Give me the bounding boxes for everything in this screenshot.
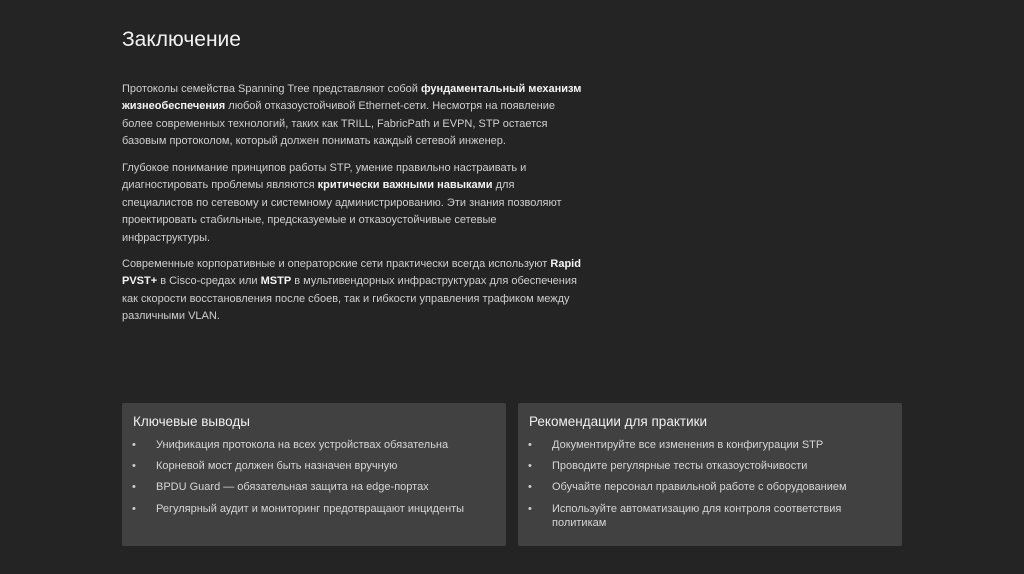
paragraph-text: любой отказоустойчивой Ethernet-сети. Несмотря на появление более современных технологий, таких как TRILL, FabricPath и EVPN, STP остается базовым протоколом, который должен понимать каждый сетевой инженер.	[122, 100, 555, 148]
paragraph-modern-networks	[122, 256, 582, 326]
list-item	[528, 459, 892, 473]
emphasis-text: Rapid PVST+	[122, 258, 581, 288]
page-title: Заключение	[122, 28, 241, 51]
list-item-text: Обучайте персонал правильной работе с оборудованием	[552, 481, 847, 494]
paragraph-stp-fundamentals	[122, 81, 582, 151]
emphasis-text: MSTP	[260, 275, 292, 288]
list-item-text: Корневой мост должен быть назначен вручную	[156, 460, 398, 473]
bullet-icon: •	[132, 502, 136, 515]
bullet-icon: •	[132, 481, 136, 494]
bullet-icon: •	[132, 460, 136, 473]
list-item-text: Документируйте все изменения в конфигурации STP	[552, 439, 824, 451]
list-item	[132, 459, 496, 473]
bullet-icon: •	[528, 502, 532, 515]
list-item	[528, 480, 892, 494]
practice-recommendations-card	[518, 403, 902, 546]
paragraph-text: в мультивендорных инфраструктурах для обеспечения как скорости восстановления после сбоев, так и гибкости управления трафиком между различными VLAN.	[122, 275, 577, 323]
list-item	[528, 502, 892, 530]
paragraph-text: Современные корпоративные и операторские сети практически всегда используют	[122, 258, 551, 270]
practice-recommendations-title: Рекомендации для практики	[529, 414, 708, 429]
bullet-icon: •	[528, 460, 532, 473]
paragraph-text: для специалистов по сетевому и системному администрированию. Эти знания позволяют проектировать стабильные, предсказуемые и отказоустойчивые сетевые инфраструктуры.	[122, 179, 562, 244]
list-item-text: Унификация протокола на всех устройствах обязательна	[156, 439, 449, 451]
bullet-icon: •	[132, 439, 136, 451]
list-item	[132, 480, 496, 494]
list-item-text: Проводите регулярные тесты отказоустойчивости	[552, 460, 808, 473]
list-item-text: Регулярный аудит и мониторинг предотвращают инциденты	[156, 502, 465, 515]
list-item-text: BPDU Guard — обязательная защита на edge-портах	[156, 481, 429, 494]
key-takeaways-card	[122, 403, 506, 546]
emphasis-text: фундаментальный механизм жизнеобеспечения	[122, 83, 582, 113]
key-takeaways-title: Ключевые выводы	[133, 414, 250, 429]
paragraph-stp-skills	[122, 160, 582, 247]
paragraph-text: Протоколы семейства Spanning Tree представляют собой	[122, 83, 421, 95]
bullet-icon: •	[528, 481, 532, 494]
list-item	[132, 438, 496, 452]
practice-recommendations-list	[528, 438, 892, 530]
paragraph-text: Глубокое понимание принципов работы STP, умение правильно настраивать и диагностировать проблемы являются	[122, 162, 527, 192]
emphasis-text: критически важными навыками	[317, 179, 493, 192]
list-item	[132, 502, 496, 516]
paragraph-text: в Cisco-средах или	[157, 275, 261, 288]
list-item-text: Используйте автоматизацию для контроля соответствия политикам	[552, 502, 842, 529]
list-item	[528, 438, 892, 452]
bullet-icon: •	[528, 439, 532, 451]
key-takeaways-list	[132, 438, 496, 516]
